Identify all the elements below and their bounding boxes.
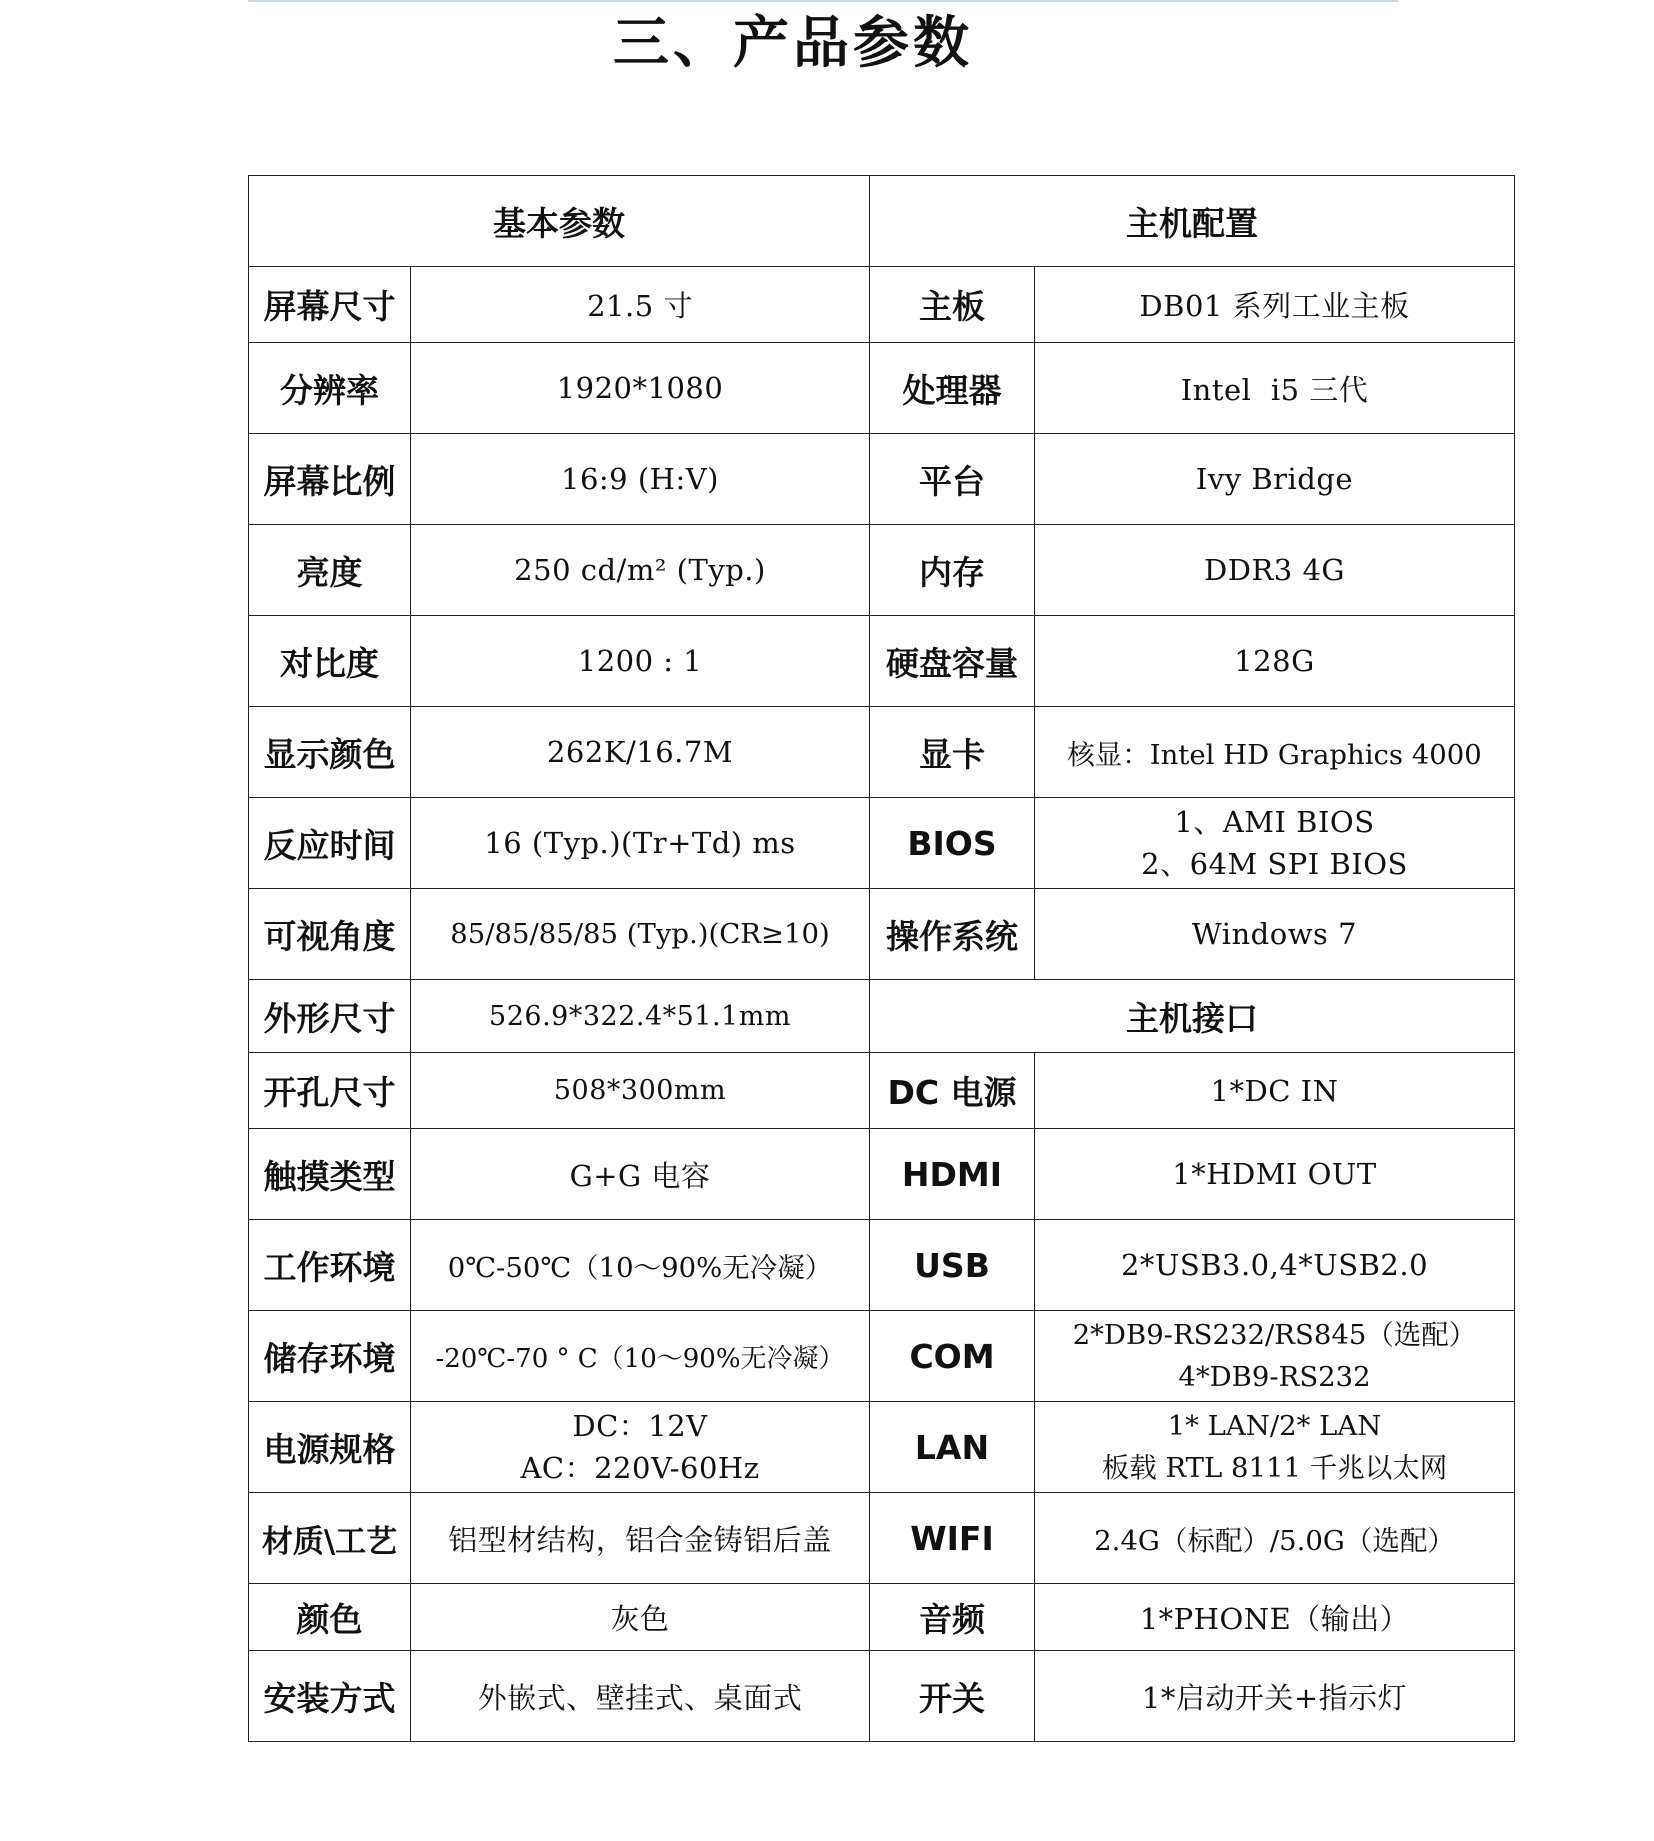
- spec-label: 硬盘容量: [870, 616, 1035, 707]
- table-row: [249, 267, 1515, 343]
- spec-label: 显示颜色: [249, 707, 411, 798]
- spec-label: 平台: [870, 434, 1035, 525]
- spec-label: 主板: [870, 267, 1035, 343]
- spec-label: 开孔尺寸: [249, 1053, 411, 1129]
- spec-value: 核显：Intel HD Graphics 4000: [1035, 707, 1515, 798]
- spec-value: 1*HDMI OUT: [1035, 1129, 1515, 1220]
- spec-label: 亮度: [249, 525, 411, 616]
- spec-label: 工作环境: [249, 1220, 411, 1311]
- spec-value: 1*DC IN: [1035, 1053, 1515, 1129]
- spec-value: 1920*1080: [411, 343, 870, 434]
- spec-value: 0℃-50℃（10～90%无冷凝）: [411, 1220, 870, 1311]
- spec-value: 526.9*322.4*51.1mm: [411, 980, 870, 1053]
- table-row: [249, 1493, 1515, 1584]
- spec-label: 显卡: [870, 707, 1035, 798]
- spec-label: 分辨率: [249, 343, 411, 434]
- spec-value-multiline: [1035, 1402, 1515, 1493]
- section-header-host-ports: 主机接口: [870, 980, 1515, 1053]
- spec-value: DDR3 4G: [1035, 525, 1515, 616]
- section-header-host-config: 主机配置: [870, 176, 1515, 267]
- spec-value: DB01 系列工业主板: [1035, 267, 1515, 343]
- spec-value-multiline: [1035, 1311, 1515, 1402]
- top-rule: [248, 0, 1398, 2]
- spec-value: 1200 : 1: [411, 616, 870, 707]
- spec-value: Intel i5 三代: [1035, 343, 1515, 434]
- spec-label: DC 电源: [870, 1053, 1035, 1129]
- spec-value: -20℃-70 ° C（10～90%无冷凝）: [411, 1311, 870, 1402]
- spec-value: 灰色: [411, 1584, 870, 1651]
- spec-value: 铝型材结构，铝合金铸铝后盖: [411, 1493, 870, 1584]
- spec-label: LAN: [870, 1402, 1035, 1493]
- spec-value-line: 4*DB9-RS232: [1178, 1361, 1371, 1393]
- spec-value: 1*启动开关+指示灯: [1035, 1651, 1515, 1742]
- table-row: [249, 1651, 1515, 1742]
- spec-label: 材质\工艺: [249, 1493, 411, 1584]
- spec-label: 颜色: [249, 1584, 411, 1651]
- spec-label: 屏幕尺寸: [249, 267, 411, 343]
- table-row: [249, 707, 1515, 798]
- table-row: [249, 1129, 1515, 1220]
- spec-value: 外嵌式、壁挂式、桌面式: [411, 1651, 870, 1742]
- spec-value-line: 1* LAN/2* LAN: [1167, 1410, 1382, 1442]
- spec-value: 16:9 (H:V): [411, 434, 870, 525]
- spec-value-line: 2、64M SPI BIOS: [1141, 847, 1408, 881]
- spec-label: 操作系统: [870, 889, 1035, 980]
- table-row: [249, 1402, 1515, 1493]
- spec-value: 508*300mm: [411, 1053, 870, 1129]
- spec-label: 屏幕比例: [249, 434, 411, 525]
- spec-label: 触摸类型: [249, 1129, 411, 1220]
- table-row: [249, 889, 1515, 980]
- table-row: [249, 525, 1515, 616]
- spec-value-line: 1、AMI BIOS: [1174, 805, 1375, 839]
- spec-value-multiline: [1035, 798, 1515, 889]
- spec-label: 反应时间: [249, 798, 411, 889]
- spec-value-multiline: [411, 1402, 870, 1493]
- table-row: [249, 343, 1515, 434]
- spec-label: 对比度: [249, 616, 411, 707]
- table-row: [249, 1311, 1515, 1402]
- spec-value: 128G: [1035, 616, 1515, 707]
- spec-value-line: 2*DB9-RS232/RS845（选配）: [1072, 1319, 1477, 1351]
- spec-value-line: DC：12V: [572, 1409, 708, 1443]
- page-title: 三、产品参数: [613, 11, 973, 76]
- spec-label: 内存: [870, 525, 1035, 616]
- table-row: [249, 798, 1515, 889]
- spec-value: Ivy Bridge: [1035, 434, 1515, 525]
- table-row: [249, 980, 1515, 1053]
- spec-label: 外形尺寸: [249, 980, 411, 1053]
- spec-label: 电源规格: [249, 1402, 411, 1493]
- table-row: [249, 616, 1515, 707]
- spec-value: 85/85/85/85 (Typ.)(CR≥10): [411, 889, 870, 980]
- table-row: [249, 434, 1515, 525]
- spec-label: WIFI: [870, 1493, 1035, 1584]
- spec-value: 1*PHONE（输出）: [1035, 1584, 1515, 1651]
- spec-label: BIOS: [870, 798, 1035, 889]
- section-header-basic: 基本参数: [249, 176, 870, 267]
- spec-value: 2*USB3.0,4*USB2.0: [1035, 1220, 1515, 1311]
- spec-label: 开关: [870, 1651, 1035, 1742]
- spec-value-line: AC：220V-60Hz: [520, 1451, 760, 1485]
- spec-label: COM: [870, 1311, 1035, 1402]
- spec-table: [248, 175, 1515, 1742]
- table-row: [249, 1220, 1515, 1311]
- spec-value: Windows 7: [1035, 889, 1515, 980]
- spec-value: 2.4G（标配）/5.0G（选配）: [1035, 1493, 1515, 1584]
- spec-value: G+G 电容: [411, 1129, 870, 1220]
- spec-value-line: 板载 RTL 8111 千兆以太网: [1101, 1452, 1448, 1484]
- spec-value: 250 cd/m² (Typ.): [411, 525, 870, 616]
- spec-label: USB: [870, 1220, 1035, 1311]
- spec-value: 21.5 寸: [411, 267, 870, 343]
- spec-label: 音频: [870, 1584, 1035, 1651]
- spec-label: 可视角度: [249, 889, 411, 980]
- spec-label: 储存环境: [249, 1311, 411, 1402]
- spec-value: 16 (Typ.)(Tr+Td) ms: [411, 798, 870, 889]
- spec-value: 262K/16.7M: [411, 707, 870, 798]
- spec-label: HDMI: [870, 1129, 1035, 1220]
- table-row: [249, 1584, 1515, 1651]
- spec-label: 安装方式: [249, 1651, 411, 1742]
- spec-label: 处理器: [870, 343, 1035, 434]
- table-row: [249, 1053, 1515, 1129]
- table-row: [249, 176, 1515, 267]
